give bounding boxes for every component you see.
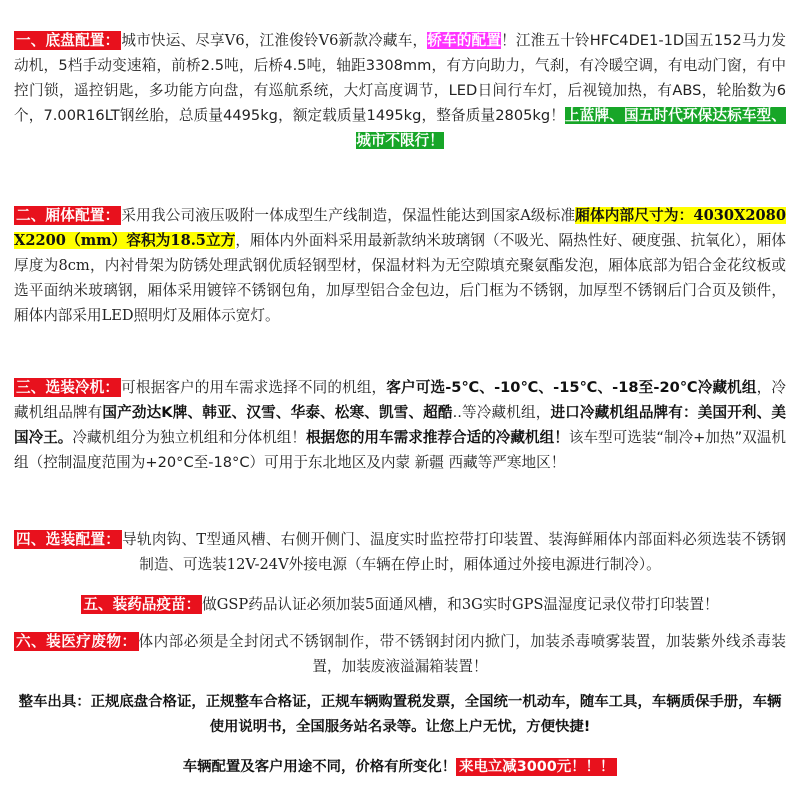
box-text-1: 采用我公司液压吸附一体成型生产线制造，保温性能达到国家A级标准 (121, 207, 576, 224)
cooling-text-4: 冷藏机组分为独立机组和分体机组！ (72, 429, 307, 446)
optional-label: 四、选装配置： (16, 531, 121, 548)
sedan-config-highlight: 轿车的配置 (427, 32, 502, 49)
price-note (14, 755, 786, 780)
cooling-recommend: 根据您的用车需求推荐合适的冷藏机组！ (306, 429, 569, 446)
box-paragraph (14, 203, 786, 328)
imported-brands: 进口冷藏机组品牌有：美国开利、美国冷王。 (14, 404, 786, 446)
box-size-value: 4030X2080X2200（mm）容积为18.5立方 (14, 207, 786, 249)
cooling-paragraph (14, 375, 786, 475)
box-label: 二、厢体配置： (16, 207, 120, 224)
cooling-temp-options: 客户可选-5℃、-10℃、-15℃、-18至-20℃冷藏机组 (386, 379, 757, 396)
medical-waste-text: 体内部必须是全封闭式不锈钢制作，带不锈钢封闭内掀门，加装杀毒喷雾装置，加装紫外线杀毒装置，加装废液溢漏箱装置！ (138, 633, 786, 675)
box-text-2: ，厢体内外面料采用最新款纳米玻璃钢（不吸光、隔热性好、硬度强、抗氧化），厢体厚度为8cm，内衬骨架为防锈处理武钢优质轻钢型材，保温材料为无空隙填充聚氨酯发泡，厢体底部为铝合金花纹板或选平面纳米玻璃钢，厢体采用镀锌不锈钢包角，加厚型铝合金包边，后门框为不锈钢，加厚型不锈钢后门合页及锁件，厢体内部采用LED照明灯及厢体示宽灯。 (14, 232, 786, 324)
cooling-text-2: ，冷藏机组品牌有 (14, 379, 786, 421)
optional-text: 导轨肉钩、T型通风槽、右侧开侧门、温度实时监控带打印装置、装海鲜厢体内部面料必须选装不锈钢制造、可选装12V-24V外接电源（车辆在停止时，厢体通过外接电源进行制冷）。 (122, 531, 786, 573)
price-discount-highlight: 来电立减3000元！！！ (456, 758, 617, 776)
chassis-paragraph (14, 28, 786, 153)
cooling-text-5: 该车型可选装“制冷+加热”双温机组（控制温度范围为+20°C至-18°C）可用于东北地区及内蒙 新疆 西藏等严寒地区！ (14, 429, 786, 471)
blue-plate-highlight: 上蓝牌、国五时代环保达标车型、城市不限行！ (356, 107, 786, 149)
optional-paragraph (14, 527, 786, 577)
medical-waste-label: 六、装医疗废物： (16, 633, 137, 650)
medical-waste-paragraph (14, 629, 786, 679)
cooling-label: 三、选装冷机： (16, 379, 120, 396)
chassis-label: 一、底盘配置： (16, 32, 120, 49)
medicine-text: 做GSP药品认证必须加装5面通风槽，和3G实时GPS温湿度记录仪带打印装置！ (202, 596, 719, 613)
chassis-text-2: ！江淮五十铃HFC4DE1-1D国五152马力发动机，5档手动变速箱，前桥2.5吨，后桥4.5吨，轴距3308mm，有方向助力，气刹，有冷暖空调，有电动门窗，有中控门锁，遥控钥匙，多功能方向盘，有巡航系统，大灯高度调节，LED日间行车灯，后视镜加热，有ABS，轮胎数为6个，7.00R16LT钢丝胎，总质量4495kg，额定载质量1495kg，整备质量2805kg！ (14, 32, 786, 124)
medicine-label: 五、装药品疫苗： (83, 596, 201, 613)
medicine-paragraph (14, 592, 786, 617)
box-size-label: 厢体内部尺寸为： (575, 207, 694, 224)
price-note-text: 车辆配置及客户用途不同，价格有所变化！ (182, 759, 457, 775)
documents-paragraph: 整车出具：正规底盘合格证，正规整车合格证，正规车辆购置税发票，全国统一机动车，随车工具，车辆质保手册，车辆使用说明书，全国服务站名录等。让您上户无忧，方便快捷! (18, 694, 782, 735)
cooling-text-1: 可根据客户的用车需求选择不同的机组， (121, 379, 387, 396)
domestic-brands: 国产劲达K牌、韩亚、汉雪、华泰、松寒、凯雪、超酷 (102, 404, 453, 421)
cooling-text-3: ..等冷藏机组， (452, 404, 551, 421)
chassis-text-1: 城市快运、尽享V6，江淮俊铃V6新款冷藏车， (121, 32, 428, 49)
